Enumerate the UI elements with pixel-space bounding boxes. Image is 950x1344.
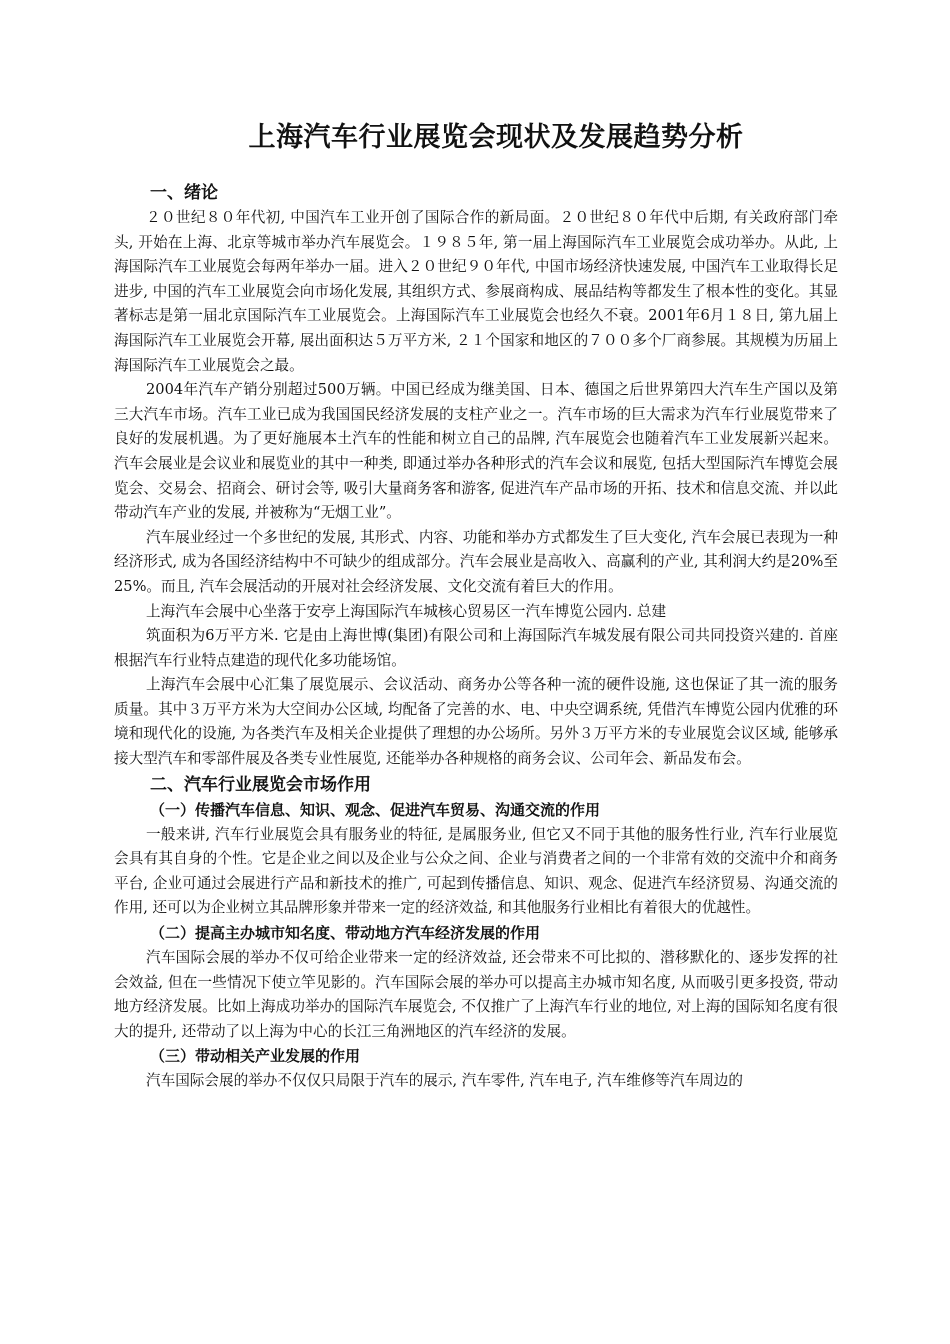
paragraph: 筑面积为6万平方米. 它是由上海世博(集团)有限公司和上海国际汽车城发展有限公司共同投资兴建的. 首座根据汽车行业特点建造的现代化多功能场馆。	[114, 627, 838, 669]
paragraph: 汽车国际会展的举办不仅可给企业带来一定的经济效益, 还会带来不可比拟的、潜移默化的、逐步发挥的社会效益, 但在一些情况下使立竿见影的。汽车国际会展的举办可以提高主办城市知名度, 从而吸引更多投资, 带动地方经济发展。比如上海成功举办的国际汽车展览会, 不仅推广了上海汽车行业的地位, 对上海的国际知名度有很大的提升, 还带动了以上海为中心的长江三角洲地区的汽车经济的发展。	[114, 949, 838, 1040]
paragraph: 汽车国际会展的举办不仅仅只局限于汽车的展示, 汽车零件, 汽车电子, 汽车维修等汽车周边的	[146, 1072, 743, 1090]
section-heading-market-role: 二、汽车行业展览会市场作用	[150, 774, 371, 795]
paragraph: 上海汽车会展中心坐落于安亭上海国际汽车城核心贸易区一汽车博览公园内. 总建	[146, 602, 667, 620]
subsection-heading: （二）提高主办城市知名度、带动地方汽车经济发展的作用	[150, 924, 541, 943]
paragraph: 上海汽车会展中心汇集了展览展示、会议活动、商务办公等各种一流的硬件设施, 这也保证了其一流的服务质量。其中３万平方米为大空间办公区域, 均配备了完善的水、电、中央空调系统, 凭借汽车博览公园内优雅的环境和现代化的设施, 为各类汽车及相关企业提供了理想的办公场所。另外３万平方米的专业展览会议区域, 能够承接大型汽车和零部件展及各类专业性展览, 还能举办各种规格的商务会议、公司年会、新品发布会。	[114, 676, 838, 768]
paragraph: 汽车展业经过一个多世纪的发展, 其形式、内容、功能和举办方式都发生了巨大变化, 汽车会展已表现为一种经济形式, 成为各国经济结构中不可缺少的组成部分。汽车会展业是高收入、高赢利的产业, 其利润大约是20%至25%。而且, 汽车会展活动的开展对社会经济发展、文化交流有着巨大的作用。	[114, 528, 838, 595]
paragraph: 一般来讲, 汽车行业展览会具有服务业的特征, 是属服务业, 但它又不同于其他的服务性行业, 汽车行业展览会具有其自身的个性。它是企业之间以及企业与公众之间、企业与消费者之间的一个非常有效的交流中介和商务平台, 企业可通过会展进行产品和新技术的推广, 可起到传播信息、知识、观念、促进汽车经济贸易、沟通交流的作用, 还可以为企业树立其品牌形象并带来一定的经济效益, 和其他服务行业相比有着很大的优越性。	[114, 825, 838, 917]
document-title: 上海汽车行业展览会现状及发展趋势分析	[248, 122, 744, 153]
subsection-heading: （三）带动相关产业发展的作用	[150, 1047, 361, 1066]
paragraph: ２０世纪８０年代初, 中国汽车工业开创了国际合作的新局面。２０世纪８０年代中后期, 有关政府部门牵头, 开始在上海、北京等城市举办汽车展览会。１９８５年, 第一届上海国际汽车工业展览会成功举办。从此, 上海国际汽车工业展览会每两年举办一届。进入２０世纪９０年代, 中国市场经济快速发展, 中国汽车工业取得长足进步, 中国的汽车工业展览会向市场化发展, 其组织方式、参展商构成、展品结构等都发生了根本性的变化。其显著标志是第一届北京国际汽车工业展览会。上海国际汽车工业展览会也经久不衰。2001年6月１８日, 第九届上海国际汽车工业展览会开幕, 展出面积达５万平方米, ２１个国家和地区的７００多个厂商参展。其规模为历届上海国际汽车工业展览会之最。	[114, 209, 838, 374]
subsection-heading: （一）传播汽车信息、知识、观念、促进汽车贸易、沟通交流的作用	[150, 800, 601, 819]
section-heading-intro: 一、绪论	[150, 183, 218, 203]
paragraph: 2004年汽车产销分别超过500万辆。中国已经成为继美国、日本、德国之后世界第四大汽车生产国以及第三大汽车市场。汽车工业已成为我国国民经济发展的支柱产业之一。汽车市场的巨大需求为汽车行业展览带来了良好的发展机遇。为了更好施展本土汽车的性能和树立自己的品牌, 汽车展览会也随着汽车工业发展新兴起来。汽车会展业是会议业和展览业的其中一种类, 即通过举办各种形式的汽车会议和展览, 包括大型国际汽车博览会展览会、交易会、招商会、研讨会等, 吸引大量商务客和游客, 促进汽车产品市场的开拓、技术和信息交流、并以此带动汽车产业的发展, 并被称为“无烟工业”。	[114, 381, 838, 522]
